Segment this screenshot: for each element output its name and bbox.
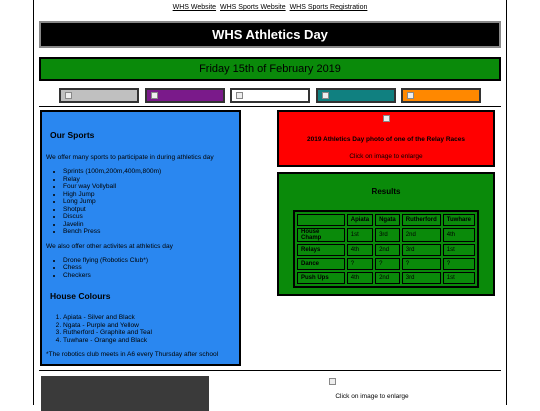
results-heading: Results	[371, 187, 401, 196]
dark-image-placeholder[interactable]	[41, 376, 209, 411]
table-cell: ?	[347, 258, 373, 270]
column-header	[297, 214, 345, 226]
list-item: 1. Apiata - Silver and Black	[63, 314, 235, 322]
table-cell: 1st	[347, 228, 373, 242]
column-header: Ngata	[375, 214, 400, 226]
table-cell: 4th	[347, 272, 373, 284]
list-item: 4. Tuwhare - Orange and Black	[63, 337, 235, 345]
column-header: Tuwhare	[443, 214, 475, 226]
sports-heading: Our Sports	[50, 130, 95, 140]
list-item: • Relay	[63, 176, 235, 184]
row-label: Push Ups	[297, 272, 345, 284]
table-row	[297, 228, 475, 242]
list-item: • High Jump	[63, 191, 235, 199]
list-item: • Bench Press	[63, 228, 235, 236]
table-row	[297, 258, 475, 270]
other-activities-list	[46, 257, 235, 280]
enlarge-hint: Click on image to enlarge	[335, 393, 409, 400]
house-image-apiata[interactable]	[59, 88, 139, 103]
page-title: WHS Athletics Day	[39, 21, 501, 48]
sports-intro: We offer many sports to participate in during athletics day	[46, 154, 214, 161]
table-cell: 3rd	[402, 244, 441, 256]
table-cell: 2nd	[375, 272, 400, 284]
list-item: • Sprints (100m,200m,400m,800m)	[63, 168, 235, 176]
row-label: Dance	[297, 258, 345, 270]
list-item: • Checkers	[63, 272, 235, 280]
broken-image-icon	[236, 92, 243, 99]
results-table	[293, 210, 479, 288]
table-cell: 4th	[443, 228, 475, 242]
results-panel	[277, 172, 495, 296]
row-label: Relays	[297, 244, 345, 256]
divider	[39, 106, 501, 107]
sports-list	[46, 168, 235, 236]
table-row	[297, 272, 475, 284]
house-colours-list	[46, 314, 235, 344]
link-whs-website[interactable]: WHS Website	[172, 4, 217, 11]
broken-image-icon	[322, 92, 329, 99]
house-image-row	[59, 88, 483, 104]
table-row	[297, 244, 475, 256]
broken-image-icon	[65, 92, 72, 99]
list-item: • Long Jump	[63, 198, 235, 206]
house-image-ngata[interactable]	[145, 88, 225, 103]
house-image-extra[interactable]	[401, 88, 481, 103]
column-header: Rutherford	[402, 214, 441, 226]
house-image-rutherford[interactable]	[230, 88, 310, 103]
table-cell: 1st	[443, 244, 475, 256]
table-cell: 4th	[347, 244, 373, 256]
sports-panel	[40, 110, 241, 366]
list-item: • Javelin	[63, 221, 235, 229]
photo-caption: 2019 Athletics Day photo of one of the Relay Races	[307, 136, 465, 143]
broken-image-icon	[151, 92, 158, 99]
broken-image-icon	[407, 92, 414, 99]
table-cell: 3rd	[375, 228, 400, 242]
robotics-footnote: *The robotics club meets in A6 every Thursday after school	[46, 351, 219, 358]
page-container	[33, 0, 507, 405]
list-item: 3. Rutherford - Graphite and Teal	[63, 329, 235, 337]
table-cell: 1st	[443, 272, 475, 284]
list-item: • Chess	[63, 264, 235, 272]
table-cell: 2nd	[375, 244, 400, 256]
column-header: Apiata	[347, 214, 373, 226]
table-cell: ?	[402, 258, 441, 270]
list-item: • Drone flying (Robotics Club*)	[63, 257, 235, 265]
list-item: 2. Ngata - Purple and Yellow	[63, 322, 235, 330]
link-whs-sports-website[interactable]: WHS Sports Website	[220, 4, 286, 11]
enlarge-hint: Click on image to enlarge	[349, 153, 423, 160]
list-item: • Four way Vollyball	[63, 183, 235, 191]
list-item: • Discus	[63, 213, 235, 221]
table-header-row	[297, 214, 475, 226]
house-image-tuwhare[interactable]	[316, 88, 396, 103]
broken-image-icon	[329, 378, 336, 385]
table-cell: ?	[375, 258, 400, 270]
table-cell: 2nd	[402, 228, 441, 242]
row-label: House Champ	[297, 228, 345, 242]
list-item: • Shotput	[63, 206, 235, 214]
other-activities-intro: We also offer other activites at athletics day	[46, 242, 173, 250]
table-cell: 3rd	[402, 272, 441, 284]
top-nav	[34, 4, 506, 11]
link-whs-sports-registration[interactable]: WHS Sports Registration	[289, 4, 368, 11]
broken-image-icon	[383, 115, 390, 122]
relay-photo-panel[interactable]	[277, 110, 495, 167]
event-date: Friday 15th of February 2019	[39, 57, 501, 81]
table-cell: ?	[443, 258, 475, 270]
house-colours-heading: House Colours	[50, 291, 111, 301]
bottom-photo-panel[interactable]	[322, 378, 422, 400]
divider	[39, 370, 501, 371]
